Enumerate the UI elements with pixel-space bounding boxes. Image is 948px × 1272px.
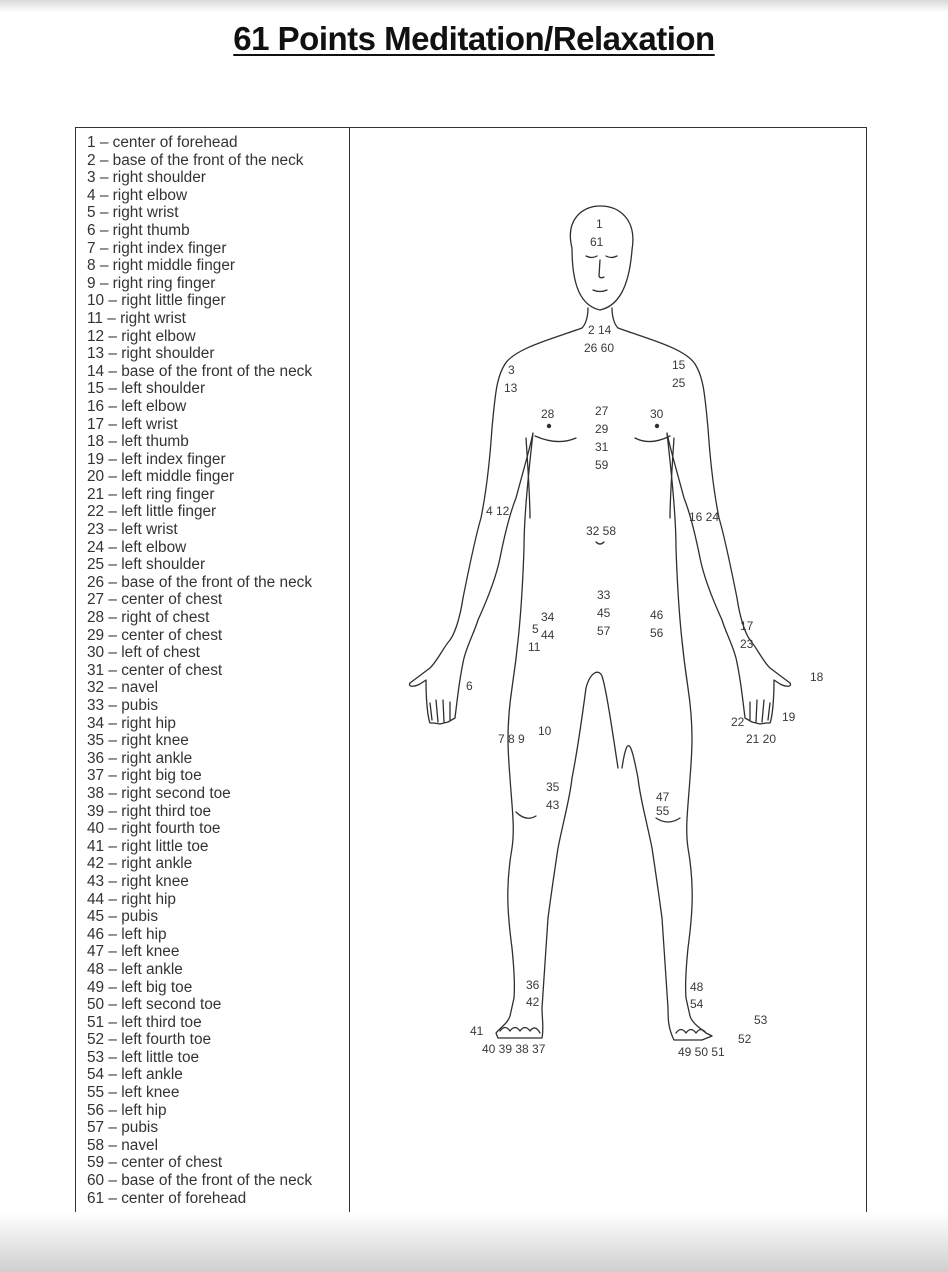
point-list-item: 48 – left ankle: [87, 960, 183, 978]
point-list-item: 29 – center of chest: [87, 626, 223, 644]
label-neck-a: 2 14: [588, 323, 612, 337]
label-neck-b: 26 60: [584, 341, 615, 355]
left-knee-mark: [656, 818, 680, 822]
label-left-little-toe: 53: [754, 1013, 768, 1027]
label-right-knee-35: 35: [546, 780, 560, 794]
label-right-little-toe: 41: [470, 1024, 484, 1038]
label-right-elbow: 4 12: [486, 504, 510, 518]
label-chest-31: 31: [595, 440, 609, 454]
label-point-61: 61: [590, 235, 604, 249]
point-list-item: 9 – right ring finger: [87, 274, 216, 292]
point-list-item: 13 – right shoulder: [87, 345, 215, 363]
label-right-fingers: 7 8 9: [498, 732, 525, 746]
point-list-item: 38 – right second toe: [87, 784, 231, 802]
label-pubis-33: 33: [597, 588, 611, 602]
label-left-knee-55: 55: [656, 804, 670, 818]
label-left-wrist-23: 23: [740, 637, 754, 651]
point-list-item: 25 – left shoulder: [87, 556, 206, 574]
point-list-item: 7 – right index finger: [87, 239, 227, 257]
point-list-item: 21 – left ring finger: [87, 485, 215, 503]
point-list-item: 57 – pubis: [87, 1119, 159, 1137]
label-left-ankle-54: 54: [690, 997, 704, 1011]
body-left-side: [612, 308, 791, 1040]
point-list-item: 51 – left third toe: [87, 1013, 202, 1031]
point-list-item: 3 – right shoulder: [87, 169, 206, 187]
navel-mark: [596, 542, 604, 544]
label-right-little-finger: 10: [538, 724, 552, 738]
right-knee-mark: [516, 812, 536, 818]
point-list-item: 18 – left thumb: [87, 433, 189, 451]
label-point-1: 1: [596, 217, 603, 231]
point-list-item: 1 – center of forehead: [87, 134, 238, 151]
body-outline-figure: [350, 128, 866, 1219]
point-list-item: 31 – center of chest: [87, 661, 223, 679]
label-left-knee-47: 47: [656, 790, 670, 804]
label-left-wrist-17: 17: [740, 619, 754, 633]
label-left-chest: 30: [650, 407, 664, 421]
point-list-item: 28 – right of chest: [87, 609, 210, 627]
label-right-shoulder-a: 3: [508, 363, 515, 377]
point-list-item: 34 – right hip: [87, 714, 176, 732]
point-list-item: 5 – right wrist: [87, 204, 179, 222]
body-right-side: [409, 308, 618, 1038]
point-list-item: 59 – center of chest: [87, 1154, 223, 1172]
point-list-item: 58 – navel: [87, 1136, 159, 1154]
label-right-thumb: 6: [466, 679, 473, 693]
point-list-item: 12 – right elbow: [87, 327, 196, 345]
label-left-little-finger: 22: [731, 715, 745, 729]
label-pubis-45: 45: [597, 606, 611, 620]
point-list-item: 20 – left middle finger: [87, 468, 235, 486]
point-list-item: 27 – center of chest: [87, 591, 223, 609]
point-list-item: 14 – base of the front of the neck: [87, 362, 313, 380]
label-left-fourth-toe: 52: [738, 1032, 752, 1046]
page-title: [0, 20, 948, 58]
point-list-item: 52 – left fourth toe: [87, 1031, 212, 1049]
top-shadow: [0, 0, 948, 12]
point-list-item: 53 – left little toe: [87, 1048, 200, 1066]
label-left-hip-46: 46: [650, 608, 664, 622]
right-pec-line: [535, 436, 576, 442]
label-right-shoulder-b: 13: [504, 381, 518, 395]
point-list-item: 47 – left knee: [87, 943, 180, 961]
point-list-item: 6 – right thumb: [87, 221, 190, 239]
left-toes: [676, 1030, 706, 1034]
point-list-item: 30 – left of chest: [87, 644, 200, 662]
point-list-item: 10 – right little finger: [87, 292, 226, 310]
left-pec-line: [635, 436, 670, 442]
point-list-item: 61 – center of forehead: [87, 1189, 247, 1207]
point-list-item: 46 – left hip: [87, 925, 167, 943]
mouth: [593, 290, 607, 292]
label-left-shoulder-b: 25: [672, 376, 686, 390]
label-left-elbow: 16 24: [689, 510, 720, 524]
point-list-item: 32 – navel: [87, 679, 159, 697]
label-right-chest: 28: [541, 407, 555, 421]
label-left-shoulder-a: 15: [672, 358, 686, 372]
label-left-thumb-visible: 18: [810, 670, 824, 684]
point-list-item: 56 – left hip: [87, 1101, 167, 1119]
point-list-item: 36 – right ankle: [87, 749, 193, 767]
point-list-item: 19 – left index finger: [87, 450, 226, 468]
nose: [599, 260, 604, 278]
point-list-item: 26 – base of the front of the neck: [87, 573, 313, 591]
eyes: [586, 256, 617, 258]
point-list-item: 2 – base of the front of the neck: [87, 151, 304, 169]
point-list-item: 15 – left shoulder: [87, 380, 206, 398]
point-list-item: 55 – left knee: [87, 1084, 180, 1102]
point-list-item: 43 – right knee: [87, 872, 189, 890]
point-list-item: 4 – right elbow: [87, 186, 188, 204]
point-list-item: 54 – left ankle: [87, 1066, 183, 1084]
point-list-item: 60 – base of the front of the neck: [87, 1172, 313, 1190]
body-figure-panel: [350, 128, 866, 1219]
points-list: [87, 134, 312, 1207]
right-fingers: [430, 700, 450, 722]
point-list-item: 16 – left elbow: [87, 397, 187, 415]
figure-labels: [466, 217, 824, 1059]
point-list-item: 37 – right big toe: [87, 767, 202, 785]
point-list-item: 33 – pubis: [87, 697, 159, 714]
point-list-item: 50 – left second toe: [87, 996, 222, 1014]
label-right-hip-34: 34: [541, 610, 555, 624]
point-list-item: 40 – right fourth toe: [87, 820, 221, 838]
point-list-item: 35 – right knee: [87, 732, 189, 750]
point-list-item: 41 – right little toe: [87, 837, 209, 855]
point-list-item: 39 – right third toe: [87, 802, 212, 820]
label-left-hip-56: 56: [650, 626, 664, 640]
label-right-knee-43: 43: [546, 798, 560, 812]
point-list-item: 45 – pubis: [87, 908, 159, 926]
label-left-ankle-48: 48: [690, 980, 704, 994]
right-nipple-dot: [547, 424, 551, 428]
left-fingers: [750, 700, 770, 722]
label-right-wrist-5: 5: [532, 622, 539, 636]
right-toes: [500, 1028, 540, 1034]
label-chest-27: 27: [595, 404, 609, 418]
label-right-wrist-11: 11: [528, 640, 541, 654]
label-right-toes: 40 39 38 37: [482, 1042, 546, 1056]
point-list-item: 49 – left big toe: [87, 978, 193, 996]
point-list-item: 24 – left elbow: [87, 538, 187, 556]
points-table: [75, 127, 867, 1220]
left-nipple-dot: [655, 424, 659, 428]
label-right-hip-44: 44: [541, 628, 555, 642]
label-chest-59: 59: [595, 458, 609, 472]
label-left-ring-middle: 21 20: [746, 732, 777, 746]
point-list-item: 8 – right middle finger: [87, 257, 235, 275]
point-list-item: 44 – right hip: [87, 890, 176, 908]
label-chest-29: 29: [595, 422, 609, 436]
label-right-ankle-42: 42: [526, 995, 540, 1009]
point-list-item: 11 – right wrist: [87, 309, 186, 327]
bottom-shadow: [0, 1212, 948, 1272]
point-list-item: 22 – left little finger: [87, 503, 217, 521]
label-navel: 32 58: [586, 524, 617, 538]
label-left-index-finger: 19: [782, 710, 796, 724]
page-title-text: 61 Points Meditation/Relaxation: [233, 20, 715, 57]
label-right-ankle-36: 36: [526, 978, 540, 992]
label-pubis-57: 57: [597, 624, 611, 638]
point-list-item: 17 – left wrist: [87, 415, 178, 433]
point-list-item: 23 – left wrist: [87, 521, 178, 539]
point-list-item: 42 – right ankle: [87, 855, 193, 873]
label-left-toes: 49 50 51: [678, 1045, 725, 1059]
